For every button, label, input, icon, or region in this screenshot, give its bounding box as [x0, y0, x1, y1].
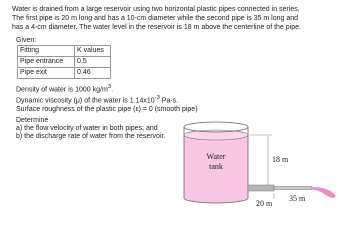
- intro-line-2: The first pipe is 20 m long and has a 10-cm diameter while the second pipe is 35 m long and: [12, 15, 298, 22]
- viscosity-line: Dynamic viscosity (μ) of the water is $1.14x10^{-3}$ Pa·s.: [16, 95, 179, 105]
- table-cell-fitting: Pipe exit: [18, 68, 75, 79]
- tank-label-line-2: tank: [209, 162, 223, 171]
- intro-line-3: has a 4-cm diameter. The water level in the reservoir is 18 m above the centerline of the pipe.: [12, 24, 301, 31]
- pipe2-length-label: 35 m: [289, 194, 306, 203]
- table-cell-k: 0.46: [75, 68, 111, 79]
- water-jet: [312, 187, 336, 198]
- table-cell-fitting: Pipe entrance: [18, 57, 75, 68]
- determine-item-a: a) the flow velocity of water in both pipes; and: [16, 125, 158, 132]
- table-header-k-values: K values: [75, 46, 111, 57]
- density-line: Density of water is 1000 $kg/m^3$.: [16, 84, 114, 94]
- intro-line-1: Water is drained from a large reservoir using two horizontal plastic pipes connected in series.: [12, 6, 300, 13]
- table-header-fitting: Fitting: [18, 46, 75, 57]
- determine-label: Determine: [16, 117, 49, 124]
- pipe-1: [248, 185, 274, 191]
- determine-item-b: b) the discharge rate of water from the reservoir.: [16, 133, 166, 140]
- roughness-line: Surface roughness of the plastic pipe (ε) = 0 (smooth pipe): [16, 105, 198, 113]
- height-label: 18 m: [272, 155, 289, 164]
- tank-label-line-1: Water: [206, 152, 226, 161]
- water-surface: [184, 130, 248, 140]
- pipe1-length-label: 20 m: [256, 199, 273, 208]
- tank-label: [201, 152, 231, 172]
- given-label: Given:: [16, 37, 37, 44]
- pipe-2: [274, 187, 312, 190]
- table-cell-k: 0.5: [75, 57, 111, 68]
